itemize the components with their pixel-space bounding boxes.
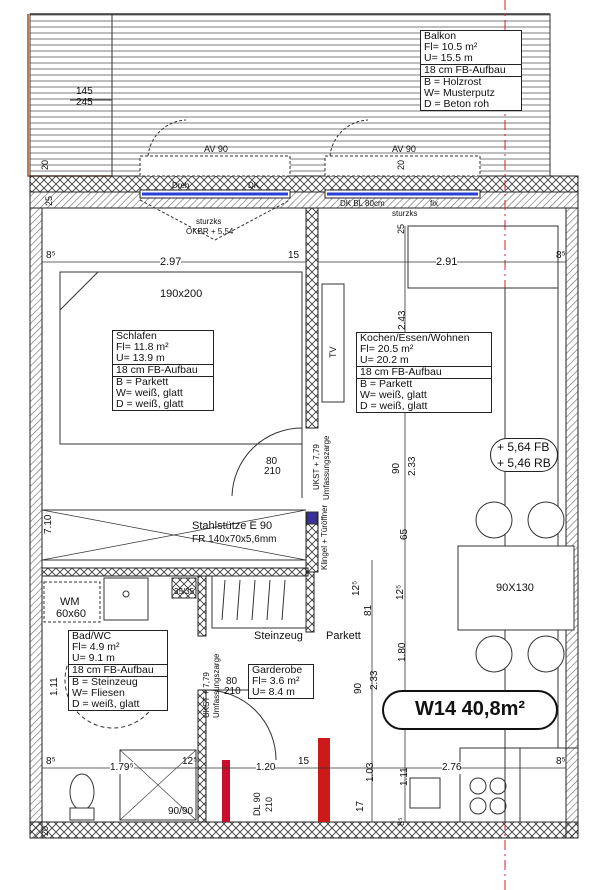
dim-20b: 20 — [396, 159, 406, 170]
room-floor: B = Holzrost — [421, 76, 521, 88]
dim-233b: 2.33 — [369, 670, 380, 690]
dim-233a: 2.33 — [407, 456, 418, 476]
dim-145: 145 — [76, 86, 93, 97]
dim-25a: 25 — [44, 195, 54, 206]
dim-297: 2.97 — [160, 256, 182, 268]
room-floor: B = Parkett — [113, 376, 213, 388]
height-fb: + 5,64 FB — [497, 440, 550, 454]
room-wall: W= Musterputz — [424, 87, 495, 99]
room-name: Bad/WC — [72, 630, 112, 642]
door1-width: 80 — [266, 456, 278, 467]
dim-8d: 8⁵ — [556, 756, 566, 767]
window-fix-label: fix — [430, 199, 438, 208]
window-av2-label: AV 90 — [392, 144, 416, 154]
dim-125a: 12⁵ — [351, 580, 362, 596]
room-build: 18 cm FB-Aufbau — [113, 364, 213, 376]
room-perimeter: U= 8.4 m — [252, 686, 295, 698]
dim-179: 1.79⁵ — [110, 762, 134, 773]
room-area: Fl= 3.6 m² — [252, 675, 300, 687]
sturz-label-2: OKBR + 5,54 — [186, 227, 234, 236]
room-name: Kochen/Essen/Wohnen — [360, 332, 470, 344]
room-area: Fl= 20.5 m² — [360, 343, 414, 355]
room-name: Garderobe — [252, 664, 303, 676]
dim-111b: 1.11 — [49, 677, 60, 696]
tv-unit — [322, 284, 344, 402]
door1-height: 210 — [264, 466, 281, 477]
room-stamp-balkon — [420, 30, 522, 111]
room-floor: B = Parkett — [357, 378, 491, 390]
shower-label: 90/90 — [168, 806, 194, 817]
dim-8e: 8⁵ — [396, 817, 406, 826]
wall-band-top — [30, 176, 578, 208]
room-name: Schlafen — [116, 330, 157, 342]
wardrobe — [212, 576, 306, 628]
dim-125b: 12⁵ — [395, 584, 406, 600]
entry-door — [222, 760, 230, 822]
bed-size-label: 190x200 — [160, 288, 203, 300]
beam-label-2: FR 140x70x5,6mm — [192, 534, 277, 545]
floor-parkett-label: Parkett — [326, 630, 361, 642]
dim-103: 1.03 — [365, 762, 376, 782]
dim-8c: 8⁵ — [46, 756, 56, 767]
dim-111: 1.11 — [399, 767, 410, 786]
room-area: Fl= 10.5 m² — [424, 41, 478, 53]
room-perimeter: U= 13.9 m — [116, 352, 165, 364]
room-build: 18 cm FB-Aufbau — [357, 366, 491, 378]
dim-81: 81 — [363, 604, 374, 616]
dim-15b: 15 — [298, 756, 310, 767]
zarge-label-2: Umfassungszarge — [212, 653, 221, 718]
dim-710: 7.10 — [43, 514, 54, 534]
sturz-label-1: sturzks — [196, 217, 222, 226]
room-ceiling: D = Beton roh — [424, 98, 490, 110]
dim-20c: 20 — [40, 825, 50, 836]
interior-walls — [42, 208, 318, 822]
door2-width: 80 — [226, 676, 238, 687]
window-dreh-label: Dreh — [172, 181, 190, 190]
wm-label: WM — [60, 596, 80, 608]
room-stamp-schlafen — [112, 330, 214, 411]
dim-90a: 90 — [391, 462, 402, 474]
room-perimeter: U= 9.1 m — [72, 652, 115, 664]
shaft — [318, 738, 330, 822]
room-stamp-kochen — [356, 332, 492, 413]
door2-height: 210 — [224, 686, 241, 697]
window-av1-label: AV 90 — [204, 144, 228, 154]
dl-label: DL 90 — [252, 792, 262, 816]
dim-15: 15 — [288, 250, 300, 261]
height-badge — [490, 438, 558, 472]
table-size-label: 90X130 — [496, 582, 534, 594]
dim-180: 1.80 — [397, 642, 408, 662]
room-ceiling: D = weiß, glatt — [72, 698, 140, 710]
bell-label: Klingel + Türöffner — [320, 504, 329, 570]
dim-8b: 8⁵ — [556, 250, 566, 261]
dim-291: 2.91 — [436, 256, 458, 268]
ukst-label-2: UKST + 7,79 — [202, 672, 211, 718]
room-perimeter: U= 20.2 m — [360, 354, 409, 366]
sturz-label-3: sturzks — [392, 209, 418, 218]
room-ceiling: D = weiß, glatt — [360, 400, 428, 412]
dim-120: 1.20 — [256, 762, 276, 773]
room-wall: W= Fliesen — [72, 687, 125, 699]
dim-65: 65 — [399, 528, 410, 540]
ukst-label-1: UKST + 7,79 — [312, 444, 321, 490]
room-ceiling: D = weiß, glatt — [116, 398, 184, 410]
dim-25b: 25 — [396, 223, 406, 234]
shaft-label: 35/35 — [174, 587, 195, 596]
dim-245: 245 — [76, 97, 93, 108]
room-wall: W= weiß, glatt — [116, 387, 183, 399]
room-wall: W= weiß, glatt — [360, 389, 427, 401]
room-name: Balkon — [424, 30, 457, 42]
room-stamp-bad — [68, 630, 168, 711]
window-dk-label: DK — [248, 181, 260, 190]
dim-276: 2.76 — [442, 762, 462, 773]
floor-steinzeug-label: Steinzeug — [254, 630, 303, 642]
room-area: Fl= 11.8 m² — [116, 341, 169, 353]
beam-label-1: Stahlstütze E 90 — [192, 520, 273, 532]
room-build: 18 cm FB-Aufbau — [69, 664, 167, 676]
height-rb: + 5,46 RB — [497, 456, 551, 470]
dim-8a: 8⁵ — [46, 250, 56, 261]
wm-size-label: 60x60 — [56, 608, 86, 620]
dim-90b: 90 — [353, 682, 364, 694]
dl-height-label: 210 — [264, 796, 274, 812]
room-perimeter: U= 15.5 m — [424, 52, 473, 64]
room-area: Fl= 4.9 m² — [72, 641, 120, 653]
dim-17: 17 — [355, 800, 366, 812]
tv-label: TV — [328, 346, 338, 358]
room-build: 18 cm FB-Aufbau — [421, 64, 521, 76]
dim-243: 2.43 — [397, 310, 408, 330]
window-dk2-label: DK BL 80cm — [340, 199, 385, 208]
room-stamp-garderobe — [248, 664, 314, 699]
unit-title: W14 40,8m² — [382, 690, 558, 730]
dim-125c: 12⁵ — [182, 756, 198, 767]
zarge-label-1: Umfassungszarge — [322, 435, 331, 500]
dim-20a: 20 — [40, 159, 50, 170]
room-floor: B = Steinzeug — [69, 676, 167, 688]
